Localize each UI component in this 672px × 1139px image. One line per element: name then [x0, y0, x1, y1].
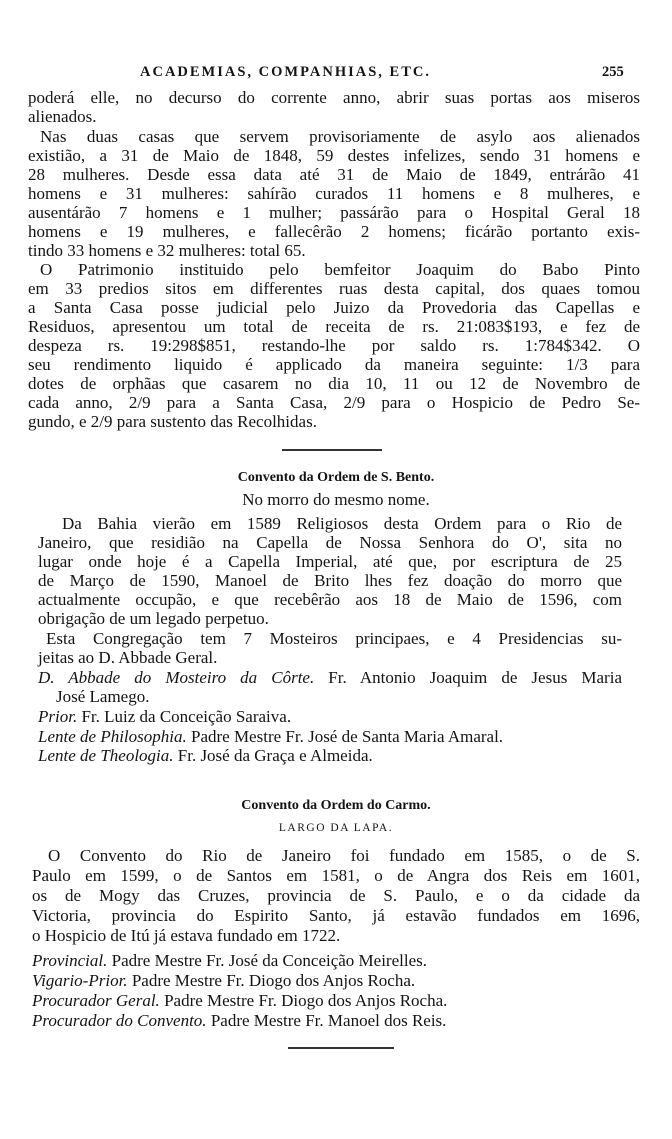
- officer-name: Fr. Antonio Joaquim de Jesus Maria: [328, 668, 622, 687]
- text-line: ausentárão 7 homens e 1 mulher; passárão para o Hospital Geral 18: [28, 203, 640, 222]
- text-line: despeza rs. 19:298$851, restando-lhe por saldo rs. 1:784$342. O: [28, 336, 640, 355]
- officer-role: Prior.: [38, 707, 78, 726]
- officer-line: [32, 1011, 640, 1030]
- text-line: seu rendimento liquido é applicado da maneira seguinte: 1/3 para: [28, 355, 640, 374]
- text-line: de Março de 1590, Manoel de Brito lhes fez doação do morro que: [38, 571, 622, 590]
- text-line: os de Mogy das Cruzes, provincia de S. Paulo, e o da cidade da: [32, 886, 640, 905]
- text-line: jeitas ao D. Abbade Geral.: [38, 648, 218, 667]
- text-line: 28 mulheres. Desde essa data até 31 de Maio de 1849, entrárão 41: [28, 165, 640, 184]
- section-subtitle: LARGO DA LAPA.: [278, 822, 394, 834]
- text-line: Victoria, provincia do Espirito Santo, já estavão fundados em 1696,: [32, 906, 640, 925]
- text-line: Esta Congregação tem 7 Mosteiros principaes, e 4 Presidencias su-: [46, 629, 622, 648]
- officer-name: Padre Mestre Fr. Diogo dos Anjos Rocha.: [131, 971, 416, 990]
- officer-line: [38, 746, 622, 765]
- section-title: Convento da Ordem do Carmo.: [241, 798, 431, 813]
- officer-role: Lente de Philosophia.: [38, 727, 187, 746]
- officer-name: Padre Mestre Fr. José de Santa Maria Amaral.: [190, 727, 504, 746]
- section-subtitle: No morro do mesmo nome.: [242, 490, 430, 509]
- officer-role: Provincial.: [32, 951, 108, 970]
- text-line: tindo 33 homens e 32 mulheres: total 65.: [28, 241, 306, 260]
- section-title: Convento da Ordem de S. Bento.: [237, 470, 435, 485]
- officer-name: Padre Mestre Fr. José da Conceição Meirelles.: [111, 951, 427, 970]
- officer-line: [38, 727, 622, 746]
- officer-line: [38, 668, 622, 687]
- officer-line: [32, 971, 640, 990]
- text-line: o Hospicio de Itú já estava fundado em 1722.: [32, 926, 341, 945]
- text-line: O Convento do Rio de Janeiro foi fundado em 1585, o de S.: [48, 846, 640, 865]
- running-title: ACADEMIAS, COMPANHIAS, ETC.: [140, 64, 431, 80]
- officer-name: Fr. Luiz da Conceição Saraiva.: [81, 707, 292, 726]
- text-line: a Santa Casa posse judicial pelo Juizo da Provedoria das Capellas e: [28, 298, 640, 317]
- end-divider: [288, 1047, 394, 1049]
- officer-role: D. Abbade do Mosteiro da Côrte.: [38, 668, 315, 687]
- text-line: actualmente occupão, e que recebêrão aos 18 de Maio de 1596, com: [38, 590, 622, 609]
- text-line: obrigação de um legado perpetuo.: [38, 609, 269, 628]
- page-number: 255: [602, 64, 624, 80]
- officer-line-cont: José Lamego.: [56, 687, 150, 706]
- text-line: Da Bahia vierão em 1589 Religiosos desta Ordem para o Rio de: [62, 514, 622, 533]
- text-line: existião, a 31 de Maio de 1848, 59 destes infelizes, sendo 31 homens e: [28, 146, 640, 165]
- officer-line: [32, 951, 640, 970]
- officer-role: Procurador Geral.: [32, 991, 160, 1010]
- text-line: cada anno, 2/9 para a Santa Casa, 2/9 para o Hospicio de Pedro Se-: [28, 393, 640, 412]
- text-line: homens e 19 mulheres, e fallecêrão 2 homens; ficárão portanto exis-: [28, 222, 640, 241]
- text-line: lugar onde hoje é a Capella Imperial, até que, por escriptura de 25: [38, 552, 622, 571]
- section-divider: [282, 449, 382, 451]
- officer-role: Procurador do Convento.: [32, 1011, 207, 1030]
- text-line: O Patrimonio instituido pelo bemfeitor Joaquim do Babo Pinto: [40, 260, 640, 279]
- officer-name: Padre Mestre Fr. Manoel dos Reis.: [210, 1011, 447, 1030]
- text-line: Paulo em 1599, o de Santos em 1581, o de Angra dos Reis em 1601,: [32, 866, 640, 885]
- text-line: Residuos, apresentou um total de receita de rs. 21:083$193, e fez de: [28, 317, 640, 336]
- officer-role: Vigario-Prior.: [32, 971, 128, 990]
- text-line: Janeiro, que residião na Capella de Nossa Senhora do O', sita no: [38, 533, 622, 552]
- text-line: dotes de orphãas que casarem no dia 10, 11 ou 12 de Novembro de: [28, 374, 640, 393]
- officer-name: Padre Mestre Fr. Diogo dos Anjos Rocha.: [164, 991, 448, 1010]
- officer-role: Lente de Theologia.: [38, 746, 174, 765]
- text-line: poderá elle, no decurso do corrente anno, abrir suas portas aos miseros: [28, 88, 640, 107]
- text-line: Nas duas casas que servem provisoriamente de asylo aos alienados: [40, 127, 640, 146]
- text-line: em 33 predios sitos em differentes ruas desta capital, dos quaes tomou: [28, 279, 640, 298]
- text-line: gundo, e 2/9 para sustento das Recolhidas.: [28, 412, 317, 431]
- text-line: alienados.: [28, 107, 97, 126]
- officer-name: Fr. José da Graça e Almeida.: [177, 746, 373, 765]
- officer-line: [32, 991, 640, 1010]
- text-line: homens e 31 mulheres: sahírão curados 11 homens e 8 mulheres, e: [28, 184, 640, 203]
- officer-line: [38, 707, 622, 726]
